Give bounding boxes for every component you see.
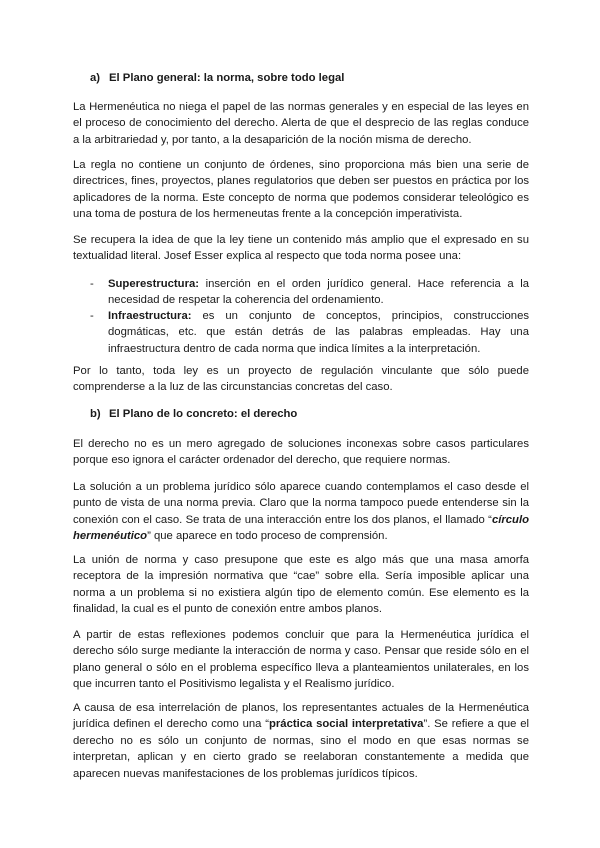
term-superestructura: Superestructura: <box>108 278 200 290</box>
practica-social-term: práctica social interpretativa <box>268 718 424 731</box>
definition-superestructura: inserción en el orden jurídico general. Hace referencia a la necesidad de respetar la coherencia del ordenamiento. <box>108 278 529 307</box>
section-b-paragraph-5: A causa de esa interrelación de planos, los representantes actuales de la Hermenéutica jurídica definen el derecho como una “práctica social interpretativa”. Se refiere a que el derecho no es sólo un conjunto de normas, sino el modo en que esas normas se interpretan, aplican y en cierto grado se reelaboran constantemente a medida que aparecen nuevas manifestaciones de los problemas jurídicos típicos. <box>73 702 530 780</box>
section-a-paragraph-3: Se recupera la idea de que la ley tiene un contenido más amplio que el expresado en su textualidad literal. Josef Esser explica al respecto que toda norma posee una: <box>73 234 529 263</box>
list-dash: - <box>90 310 94 322</box>
section-a-title: El Plano general: la norma, sobre todo legal <box>109 72 345 84</box>
section-a-label: a) <box>90 72 101 84</box>
section-a-paragraph-4: Por lo tanto, toda ley es un proyecto de regulación vinculante que sólo puede comprenderse a la luz de las circunstancias concretas del caso. <box>73 365 529 394</box>
section-a-heading <box>90 70 344 86</box>
section-b-label: b) <box>90 408 101 420</box>
section-b-heading <box>90 406 297 422</box>
list-item-infraestructura <box>90 308 529 357</box>
section-b-paragraph-3: La unión de norma y caso presupone que este es algo más que una masa amorfa receptora de la impresión normativa que “cae” sobre ella. Sería imposible aplicar una norma a un problema si no existiera algún tipo de elemento común. Ese elemento es la finalidad, la cual es el punto de conexión entre ambos planos. <box>73 554 529 616</box>
list-item-superestructura <box>90 276 529 309</box>
section-b-title: El Plano de lo concreto: el derecho <box>109 408 298 420</box>
section-a-paragraph-2: La regla no contiene un conjunto de órdenes, sino proporciona más bien una serie de directrices, fines, proyectos, planes regulatorios que deben ser puestos en práctica por los aplicadores de la norma. Este concepto de norma que podemos considerar teleológico es una toma de postura de los hermeneutas frente a la concepción imperativista. <box>73 159 529 221</box>
definition-infraestructura: es un conjunto de conceptos, principios, construcciones dogmáticas, etc. que están detrás de las palabras empleadas. Hay una infraestructura dentro de cada norma que indica límites a la interpretación. <box>108 310 529 355</box>
section-b-paragraph-2: La solución a un problema jurídico sólo aparece cuando contemplamos el caso desde el punto de vista de una norma previa. Claro que la norma tampoco puede entenderse sin la conexión con el caso. Se trata de una interacción entre los dos planos, el llamado “círculo hermenéutico” que aparece en todo proceso de comprensión. <box>73 481 529 543</box>
term-infraestructura: Infraestructura: <box>108 310 192 322</box>
circulo-hermeneutico-term: círculo hermenéutico <box>73 513 529 543</box>
list-dash: - <box>90 278 94 290</box>
section-b-paragraph-1: El derecho no es un mero agregado de soluciones inconexas sobre casos particulares porque eso ignora el carácter ordenador del derecho, que requiere normas. <box>73 438 529 467</box>
section-b-paragraph-4: A partir de estas reflexiones podemos concluir que para la Hermenéutica jurídica el derecho sólo surge mediante la interacción de norma y caso. Pensar que reside sólo en el plano general o sólo en el problema específico lleva a planteamientos unilaterales, en los que incurren tanto el Positivismo legalista y el Realismo jurídico. <box>73 629 529 691</box>
section-a-paragraph-1: La Hermenéutica no niega el papel de las normas generales y en especial de las leyes en el proceso de conocimiento del derecho. Alerta de que el desprecio de las reglas conduce a la arbitrariedad y, por tanto, a la desaparición de la noción misma de derecho. <box>73 101 529 146</box>
